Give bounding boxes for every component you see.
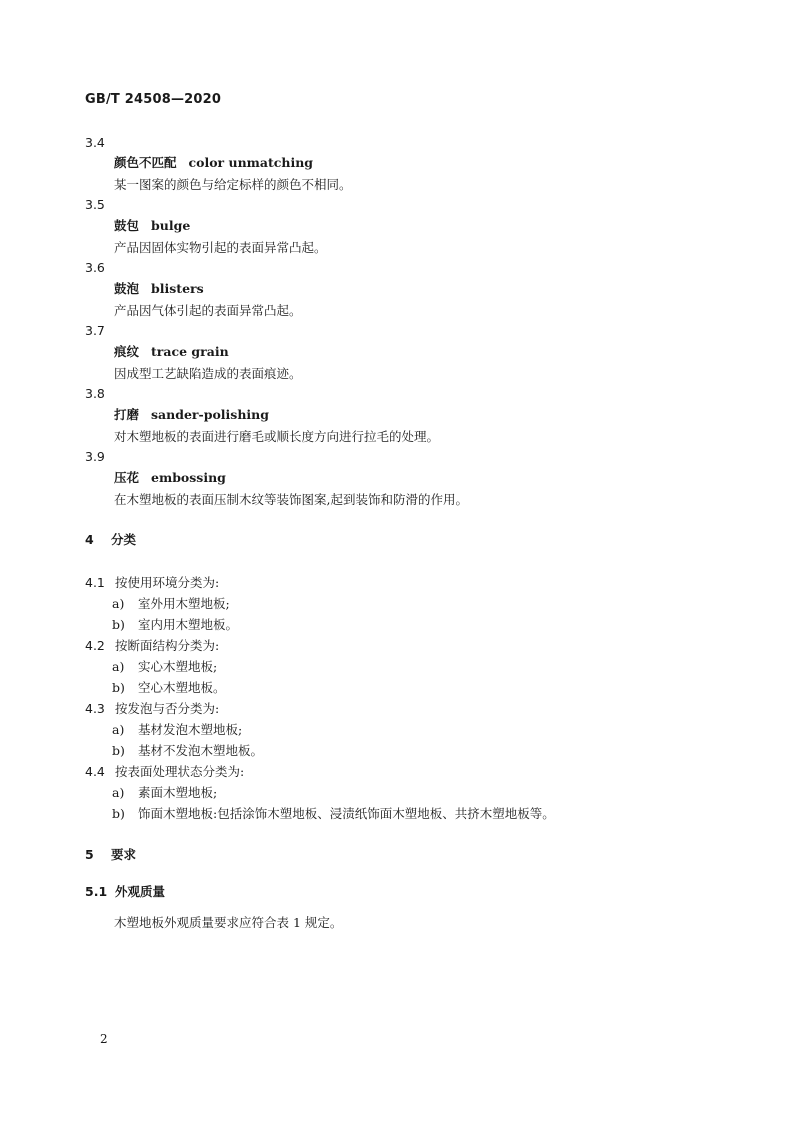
subsection-text: 按使用环境分类为: xyxy=(115,575,220,590)
list-item xyxy=(112,615,238,633)
subsection-line xyxy=(85,699,219,717)
term-en: bulge xyxy=(151,218,191,233)
subsection-text: 按表面处理状态分类为: xyxy=(115,764,245,779)
term-heading xyxy=(114,342,229,360)
term-zh: 颜色不匹配 xyxy=(114,155,177,170)
list-item xyxy=(112,720,242,738)
subsection-line xyxy=(85,762,244,780)
term-heading xyxy=(114,405,269,423)
term-number: 3.5 xyxy=(85,197,105,212)
subsection-line xyxy=(85,573,219,591)
term-heading xyxy=(114,468,226,486)
list-text: 实心木塑地板; xyxy=(138,659,218,674)
term-zh: 鼓泡 xyxy=(114,281,140,296)
subsection-title: 外观质量 xyxy=(115,884,166,899)
list-marker: a) xyxy=(112,659,125,674)
term-en: color unmatching xyxy=(188,155,314,170)
list-marker: a) xyxy=(112,785,125,800)
term-number: 3.6 xyxy=(85,260,105,275)
term-number: 3.8 xyxy=(85,386,105,401)
term-heading xyxy=(114,279,204,297)
page-number: 2 xyxy=(100,1032,108,1046)
list-item xyxy=(112,678,226,696)
list-marker: b) xyxy=(112,617,125,632)
term-heading xyxy=(114,216,190,234)
list-marker: b) xyxy=(112,806,125,821)
list-text: 饰面木塑地板:包括涂饰木塑地板、浸渍纸饰面木塑地板、共挤木塑地板等。 xyxy=(138,806,555,821)
subsection-number: 4.2 xyxy=(85,638,105,653)
list-item xyxy=(112,804,555,822)
list-item xyxy=(112,594,230,612)
document-code: GB/T 24508—2020 xyxy=(85,92,222,107)
list-marker: b) xyxy=(112,743,125,758)
list-marker: b) xyxy=(112,680,125,695)
list-item xyxy=(112,657,217,675)
list-text: 基材发泡木塑地板; xyxy=(138,722,243,737)
term-number: 3.7 xyxy=(85,323,105,338)
term-definition: 产品因固体实物引起的表面异常凸起。 xyxy=(114,240,327,255)
subsection-number: 4.1 xyxy=(85,575,105,590)
subsection-number: 4.4 xyxy=(85,764,105,779)
term-definition: 某一图案的颜色与给定标样的颜色不相同。 xyxy=(114,177,352,192)
list-text: 基材不发泡木塑地板。 xyxy=(138,743,264,758)
section-title: 要求 xyxy=(111,847,137,862)
paragraph: 木塑地板外观质量要求应符合表 1 规定。 xyxy=(114,915,343,930)
term-definition: 在木塑地板的表面压制木纹等装饰图案,起到装饰和防滑的作用。 xyxy=(114,492,468,507)
term-en: trace grain xyxy=(151,344,229,359)
term-definition: 因成型工艺缺陷造成的表面痕迹。 xyxy=(114,366,302,381)
section-heading xyxy=(85,845,136,863)
subsection-line xyxy=(85,636,219,654)
subsection-number: 4.3 xyxy=(85,701,105,716)
term-number: 3.9 xyxy=(85,449,105,464)
term-en: sander-polishing xyxy=(151,407,269,422)
subsection-text: 按断面结构分类为: xyxy=(115,638,220,653)
term-definition: 产品因气体引起的表面异常凸起。 xyxy=(114,303,302,318)
term-zh: 鼓包 xyxy=(114,218,140,233)
term-definition: 对木塑地板的表面进行磨毛或顺长度方向进行拉毛的处理。 xyxy=(114,429,440,444)
term-en: blisters xyxy=(151,281,204,296)
list-item xyxy=(112,783,217,801)
list-text: 室内用木塑地板。 xyxy=(138,617,239,632)
term-zh: 打磨 xyxy=(114,407,140,422)
term-en: embossing xyxy=(151,470,226,485)
list-text: 室外用木塑地板; xyxy=(138,596,230,611)
subsection-number: 5.1 xyxy=(85,884,108,899)
term-heading xyxy=(114,153,313,171)
section-number: 4 xyxy=(85,532,94,547)
list-text: 空心木塑地板。 xyxy=(138,680,226,695)
list-marker: a) xyxy=(112,596,125,611)
list-marker: a) xyxy=(112,722,125,737)
section-heading xyxy=(85,530,136,548)
list-item xyxy=(112,741,263,759)
list-text: 素面木塑地板; xyxy=(138,785,218,800)
term-zh: 痕纹 xyxy=(114,344,140,359)
section-title: 分类 xyxy=(111,532,137,547)
subsection-heading xyxy=(85,882,165,900)
section-number: 5 xyxy=(85,847,94,862)
subsection-text: 按发泡与否分类为: xyxy=(115,701,220,716)
term-zh: 压花 xyxy=(114,470,140,485)
term-number: 3.4 xyxy=(85,135,105,150)
